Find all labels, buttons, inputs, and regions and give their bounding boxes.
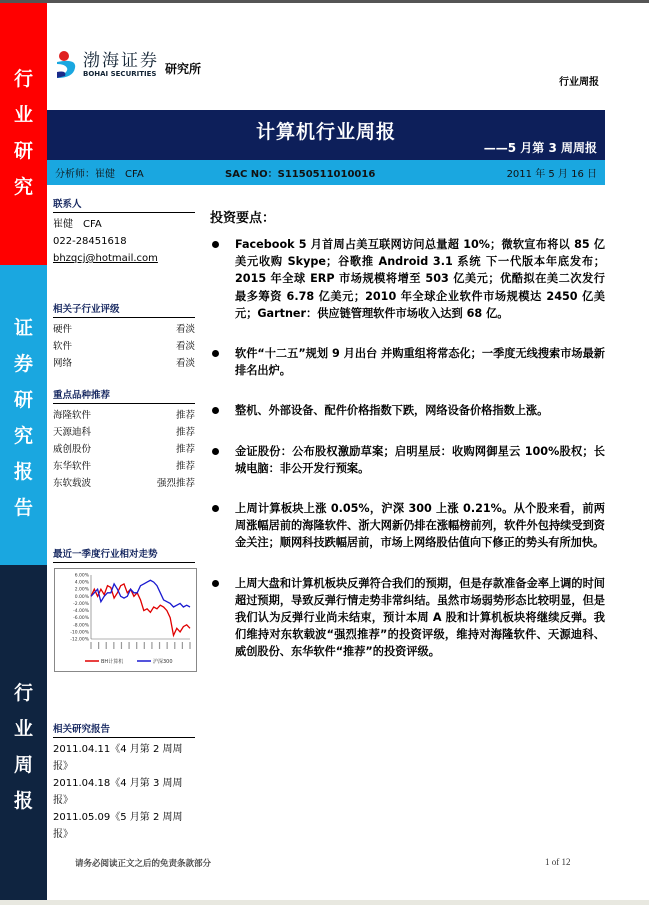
bullet-text: 上周计算板块上涨 0.05%，沪深 300 上涨 0.21%。从个股来看，前两周涨幅居前的海隆软件、浙大网新仍排在涨幅榜前列，软件外包持续受到资金关注；顺网科技跌幅居前，市场上网络股估值向下修正的势头有所加快。 — [235, 502, 605, 550]
ratings-row — [53, 338, 195, 355]
picks-row — [53, 475, 195, 492]
bullet-item — [210, 575, 605, 661]
picks-name: 东软载波 — [53, 478, 92, 489]
related-section — [53, 721, 195, 843]
legend-label: 沪深300 — [153, 659, 173, 665]
sidebar-char: 业 — [13, 718, 33, 740]
bullet-icon — [212, 505, 219, 512]
y-tick-label: -8.00% — [73, 623, 89, 629]
y-tick-label: -4.00% — [73, 609, 89, 615]
bullet-item — [210, 443, 605, 477]
series-line-0 — [91, 584, 190, 636]
picks-rating: 推荐 — [175, 444, 195, 455]
y-tick-label: 6.00% — [74, 573, 89, 579]
sidebar-char: 业 — [13, 104, 33, 126]
trend-chart — [54, 568, 197, 672]
y-tick-label: -10.00% — [70, 630, 89, 636]
report-subtitle: ——5 月第 3 周周报 — [483, 141, 597, 155]
picks-row — [53, 458, 195, 475]
ratings-name: 软件 — [53, 341, 73, 352]
report-title: 计算机行业周报 — [255, 121, 396, 143]
contact-phone: 022-28451618 — [53, 236, 127, 247]
sidebar-char: 研 — [13, 140, 33, 162]
picks-rating: 推荐 — [175, 427, 195, 438]
bullet-item — [210, 500, 605, 552]
sidebar-char: 告 — [13, 497, 33, 519]
picks-name: 威创股份 — [53, 444, 92, 455]
bullet-icon — [212, 407, 219, 414]
sac-no: SAC NO：S1150511010016 — [225, 169, 376, 180]
institute: 研究所 — [165, 61, 202, 76]
picks-row — [53, 424, 195, 441]
title-band — [47, 110, 605, 160]
sidebar-char: 报 — [13, 790, 33, 812]
ratings-row — [53, 321, 195, 338]
chart-heading: 最近一季度行业相对走势 — [53, 546, 195, 563]
sidebar-industry-research — [0, 3, 47, 265]
bullet-text: 上周大盘和计算机板块反弹符合我们的预期，但是存款准备金率上调的时间超过预期，导致反弹行情走势非常纠结。虽然市场弱势形态比较明显，但是我们认为反弹行业尚未结束，预计本周 A 股和计算机板块将继续反弹。我们维持对东软载波“强烈推荐”的投资评级，维持对海隆软件、天源迪科、威创股份、东华软件“推荐”的投资评级。 — [235, 576, 605, 659]
report-date: 2011 年 5 月 16 日 — [506, 169, 597, 180]
ratings-name: 硬件 — [53, 324, 73, 335]
sidebar-char: 报 — [13, 461, 33, 483]
bullet-icon — [212, 241, 219, 248]
ratings-rating: 看淡 — [175, 341, 195, 352]
main-heading: 投资要点： — [210, 211, 276, 226]
sidebar-char: 证 — [13, 317, 33, 339]
related-heading: 相关研究报告 — [53, 721, 195, 738]
disclaimer: 请务必阅读正文之后的免责条款部分 — [75, 859, 212, 869]
y-tick-label: 0.00% — [74, 594, 89, 600]
ratings-rating: 看淡 — [175, 324, 195, 335]
y-tick-label: -2.00% — [73, 601, 89, 607]
picks-row — [53, 407, 195, 424]
sidebar-char: 周 — [13, 754, 33, 776]
legend-label: BH计算机 — [101, 659, 124, 665]
logo-cn: 渤海证券 — [83, 51, 159, 71]
y-tick-label: 2.00% — [74, 587, 89, 593]
contact-email[interactable]: bhzqcj@hotmail.com — [53, 253, 158, 264]
y-tick-label: -6.00% — [73, 616, 89, 622]
sidebar-securities-report — [0, 265, 47, 565]
sidebar-char: 行 — [13, 68, 33, 90]
sidebar-char: 究 — [13, 176, 33, 198]
related-report-link[interactable]: 2011.05.09《5 月第 2 周周报》 — [53, 812, 183, 840]
bullet-text: Facebook 5 月首周占美互联网访问总量超 10%；微软宣布将以 85 亿美元收购 Skype；谷歌推 Android 3.1 系统 下一代版本年底发布；2015 年全球 ERP 市场规模将增至 503 亿美元；优酷拟在美二次发行 最多筹资 6.78 亿美元；2010 年全球企业软件市场规模达 2450 亿美元；Gartner：供应链管理软件市场收入达到 68 亿。 — [235, 238, 605, 320]
series-line-1 — [91, 580, 190, 607]
analyst: 分析师：崔健 CFA — [55, 169, 144, 180]
picks-rating: 强烈推荐 — [156, 478, 195, 489]
contact-name: 崔健 CFA — [53, 219, 102, 230]
picks-name: 天源迪科 — [53, 427, 92, 438]
report-type: 行业周报 — [559, 77, 599, 88]
sidebar-char: 行 — [13, 682, 33, 704]
picks-name: 东华软件 — [53, 461, 92, 472]
bohai-logo — [55, 50, 201, 80]
bullet-icon — [212, 448, 219, 455]
bullet-text: 整机、外部设备、配件价格指数下跌，网络设备价格指数上涨。 — [235, 404, 549, 418]
picks-name: 海隆软件 — [53, 410, 92, 421]
logo-en: BOHAI SECURITIES — [83, 70, 157, 78]
ratings-rating: 看淡 — [175, 358, 195, 369]
main-content — [210, 207, 605, 684]
picks-rating: 推荐 — [175, 410, 195, 421]
y-tick-label: 4.00% — [74, 580, 89, 586]
contact-section — [53, 196, 195, 267]
ratings-section — [53, 301, 195, 372]
bullet-icon — [212, 580, 219, 587]
related-report-link[interactable]: 2011.04.18《4 月第 3 周周报》 — [53, 778, 183, 806]
bullet-item — [210, 236, 605, 322]
sidebar-industry-weekly — [0, 565, 47, 900]
bullet-item — [210, 402, 605, 419]
related-report-link[interactable]: 2011.04.11《4 月第 2 周周报》 — [53, 744, 183, 772]
contact-heading: 联系人 — [53, 196, 195, 213]
y-tick-label: -12.00% — [70, 637, 89, 643]
logo-icon — [55, 50, 79, 80]
sidebar-char: 究 — [13, 425, 33, 447]
ratings-heading: 相关子行业评级 — [53, 301, 195, 318]
picks-section — [53, 387, 195, 492]
page-bottom — [0, 900, 649, 905]
bullet-text: 金证股份：公布股权激励草案；启明星辰：收购网御星云 100%股权；长城电脑：非公开发行预案。 — [235, 444, 605, 475]
picks-heading: 重点品种推荐 — [53, 387, 195, 404]
top-border — [0, 0, 649, 3]
ratings-row — [53, 355, 195, 372]
bullet-item — [210, 345, 605, 379]
chart-section — [53, 546, 195, 566]
ratings-name: 网络 — [53, 358, 73, 369]
bullet-icon — [212, 350, 219, 357]
picks-rating: 推荐 — [175, 461, 195, 472]
picks-row — [53, 441, 195, 458]
page-number: 1 of 12 — [545, 857, 571, 867]
bullet-text: 软件“十二五”规划 9 月出台 并购重组将常态化；一季度无线搜索市场最新排名出炉。 — [235, 347, 605, 378]
sidebar-char: 券 — [13, 353, 33, 375]
sidebar-char: 研 — [13, 389, 33, 411]
analyst-bar — [47, 160, 605, 185]
